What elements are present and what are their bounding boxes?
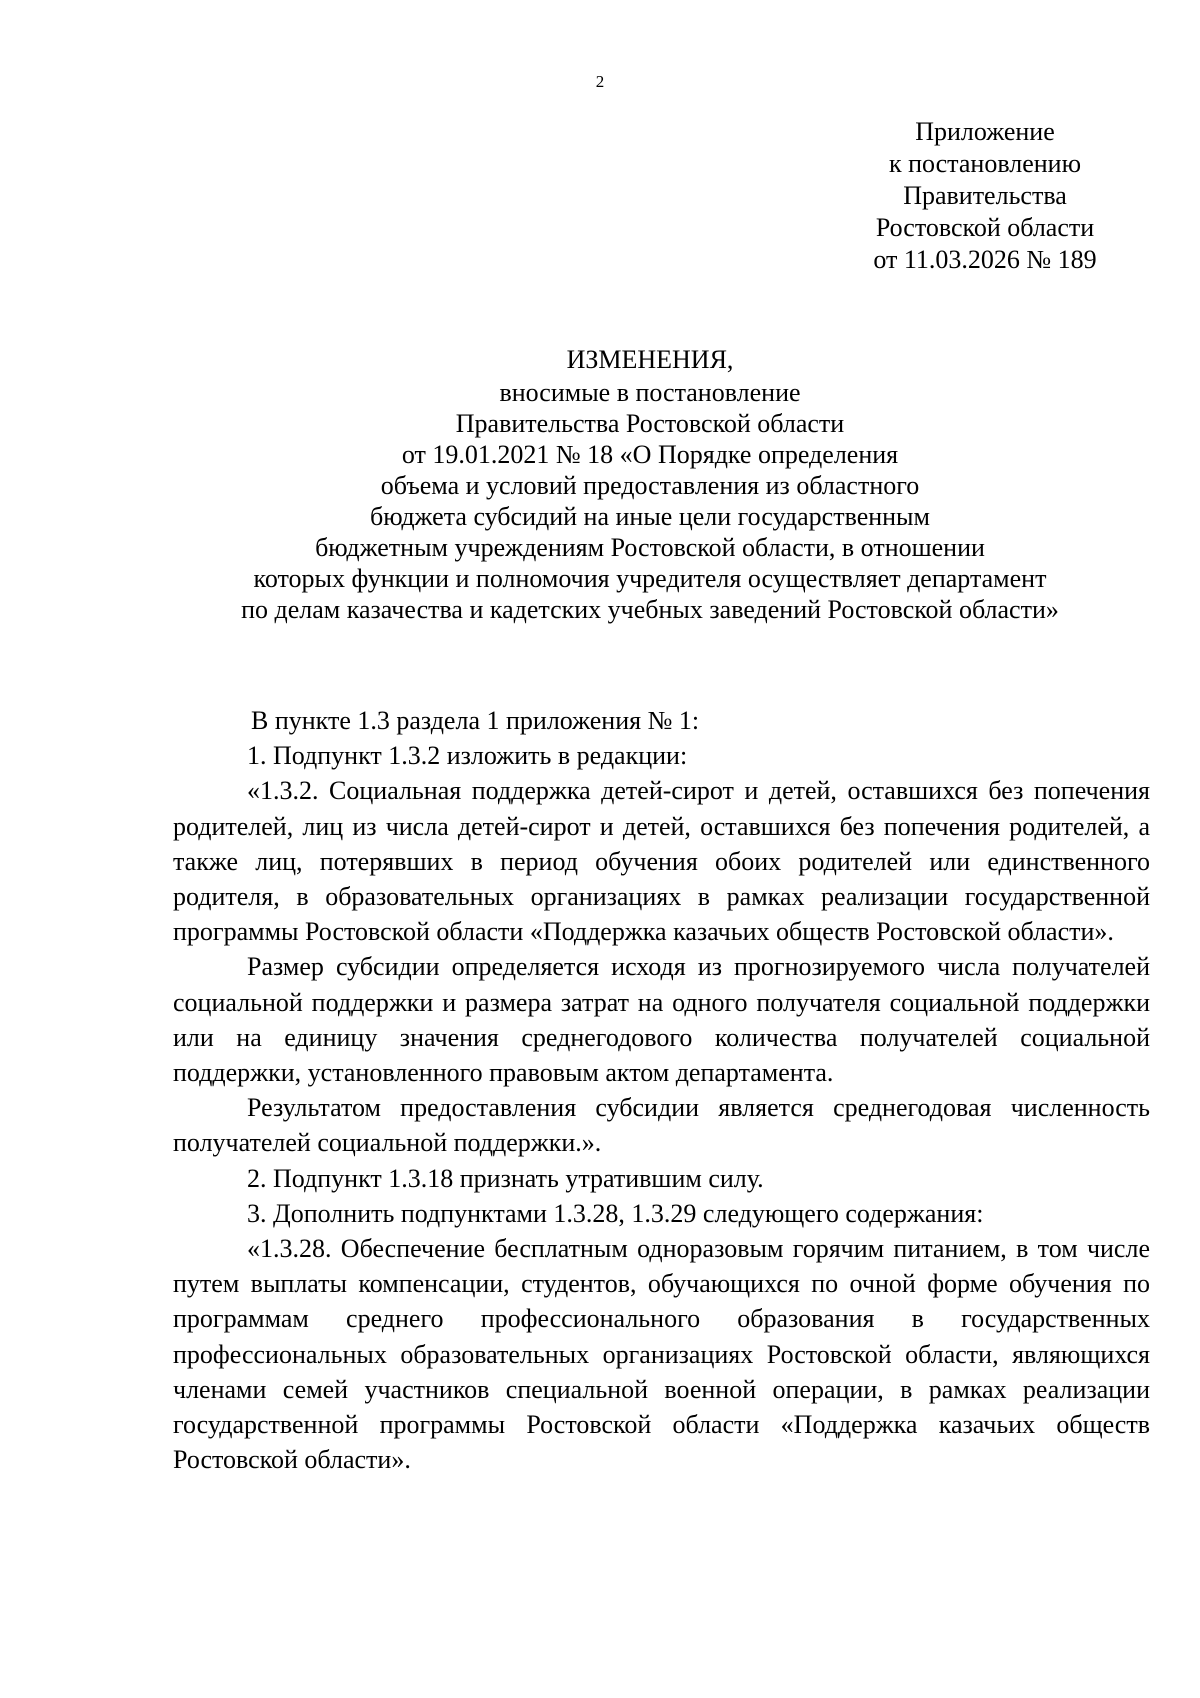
title-line: объема и условий предоставления из областного	[380, 471, 920, 500]
body-paragraph: «1.3.28. Обеспечение бесплатным одноразовым горячим питанием, в том числе путем выплаты компенсации, студентов, обучающихся по очной форме обучения по программам среднего профессионального образования в государственных профессиональных образовательных организациях Ростовской области, являющихся членами семей участников специальной военной операции, в рамках реализации государственной программы Ростовской области «Поддержка казачьих обществ Ростовской области».	[173, 1234, 1150, 1475]
title-line: которых функции и полномочия учредителя осуществляет департамент	[253, 564, 1047, 593]
appendix-line: Правительства	[903, 181, 1067, 210]
appendix-line: Ростовской области	[875, 213, 1095, 242]
appendix-block	[830, 116, 1140, 276]
appendix-line: от 11.03.2026 № 189	[873, 245, 1097, 274]
body-paragraph: Размер субсидии определяется исходя из прогнозируемого числа получателей социальной поддержки и размера затрат на одного получателя социальной поддержки или на единицу значения среднегодового количества получателей социальной поддержки, установленного правовым актом департамента.	[173, 952, 1150, 1088]
document-title	[150, 342, 1150, 625]
title-line: бюджета субсидий на иные цели государственным	[370, 502, 930, 531]
body-paragraph: В пункте 1.3 раздела 1 приложения № 1:	[251, 706, 700, 735]
title-line: по делам казачества и кадетских учебных заведений Ростовской области»	[241, 595, 1059, 624]
body-paragraph: 1. Подпункт 1.3.2 изложить в редакции:	[247, 741, 688, 771]
title-line: Правительства Ростовской области	[455, 409, 845, 438]
body-paragraph: 2. Подпункт 1.3.18 признать утратившим силу.	[247, 1163, 764, 1193]
title-line: бюджетным учреждениям Ростовской области, в отношении	[315, 533, 985, 562]
document-body	[173, 703, 1150, 1477]
body-paragraph: «1.3.2. Социальная поддержка детей-сирот и детей, оставшихся без попечения родителей, лиц из числа детей-сирот и детей, оставшихся без попечения родителей, а также лиц, потерявших в период обучения обоих родителей или единственного родителя, в образовательных организациях в рамках реализации государственной программы Ростовской области «Поддержка казачьих обществ Ростовской области».	[173, 776, 1150, 947]
body-paragraph: 3. Дополнить подпунктами 1.3.28, 1.3.29 следующего содержания:	[247, 1198, 984, 1228]
title-line: от 19.01.2021 № 18 «О Порядке определения	[401, 440, 899, 469]
appendix-line: к постановлению	[888, 149, 1082, 178]
title-heading: ИЗМЕНЕНИЯ,	[566, 345, 734, 374]
title-line: вносимые в постановление	[499, 378, 801, 407]
appendix-line: Приложение	[915, 117, 1055, 146]
body-paragraph: Результатом предоставления субсидии является среднегодовая численность получателей социальной поддержки.».	[173, 1093, 1150, 1158]
page-number: 2	[595, 72, 605, 91]
